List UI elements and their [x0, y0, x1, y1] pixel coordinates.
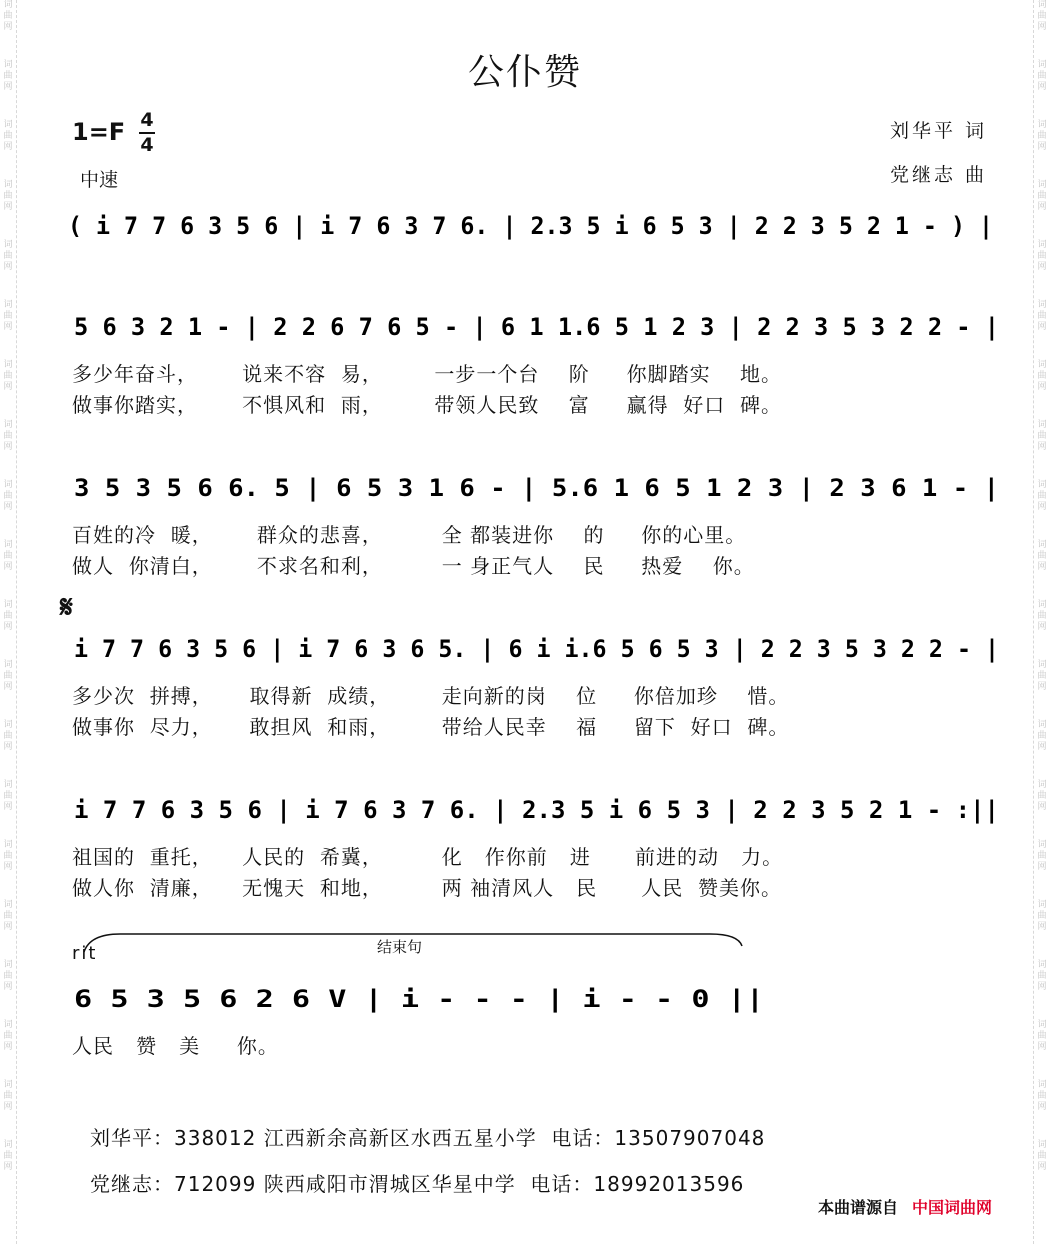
lyricist-credit: 刘华平 词 [890, 120, 988, 142]
watermark-text: 词曲网 [1037, 1080, 1047, 1112]
watermark-text: 词曲网 [1037, 960, 1047, 992]
source-site-link[interactable]: 中国词曲网 [912, 1198, 993, 1217]
watermark-text: 词曲网 [3, 360, 13, 392]
notation-row-svg [68, 464, 1008, 506]
source-label: 本曲谱源自 [818, 1198, 899, 1217]
ritardando-marking: rit [72, 943, 98, 964]
watermark-text: 词曲网 [3, 660, 13, 692]
notation-row [68, 464, 1008, 506]
ending-label: 结束句 [377, 938, 423, 956]
watermark-text: 词曲网 [1037, 240, 1047, 272]
watermark-text: 词曲网 [3, 120, 13, 152]
watermark-text: 词曲网 [1037, 780, 1047, 812]
notation-row-svg [68, 625, 1008, 667]
song-title: 公仆赞 [467, 52, 582, 93]
notation-row [68, 303, 1008, 345]
notation-row [68, 975, 1008, 1017]
lyric-line: 多少年奋斗， 说来不容 易， 一步一个台 阶 你脚踏实 地。 [72, 362, 783, 386]
watermark-text: 词曲网 [1037, 300, 1047, 332]
watermark-text: 词曲网 [3, 180, 13, 212]
lyric-line: 做事你踏实， 不惧风和 雨， 带领人民致 富 赢得 好口 碑。 [72, 393, 783, 417]
watermark-text: 词曲网 [1037, 720, 1047, 752]
watermark-text: 词曲网 [1037, 120, 1047, 152]
watermark-text: 词曲网 [1037, 420, 1047, 452]
watermark-text: 词曲网 [3, 900, 13, 932]
right-watermark-strip [1033, 0, 1050, 1244]
watermark-text: 词曲网 [3, 780, 13, 812]
watermark-text: 词曲网 [3, 1020, 13, 1052]
meter-bottom: 4 [140, 134, 154, 156]
lyric-line: 祖国的 重托， 人民的 希冀， 化 作你前 进 前进的动 力。 [72, 845, 784, 869]
watermark-text: 词曲网 [3, 840, 13, 872]
notation-row [68, 202, 1008, 244]
contact-line: 刘华平：338012 江西新余高新区水西五星小学 电话：13507907048 [90, 1126, 766, 1150]
watermark-text: 词曲网 [1037, 0, 1047, 32]
watermark-text: 词曲网 [3, 240, 13, 272]
watermark-text: 词曲网 [3, 480, 13, 512]
notation-row-svg [68, 202, 1008, 244]
watermark-text: 词曲网 [3, 720, 13, 752]
notation-row-svg [68, 303, 1008, 345]
watermark-text: 词曲网 [1037, 660, 1047, 692]
lyric-line: 人民 赞 美 你。 [72, 1034, 279, 1058]
lyric-line: 做人你 清廉， 无愧天 和地， 两 袖清风人 民 人民 赞美你。 [72, 876, 783, 900]
jianpu-notes: i 7 7 6 3 5 6 | i 7 6 3 7 6. | 2.3 5 i 6 5 3 | 2 2 3 5 2 1 - :|| [74, 796, 999, 824]
jianpu-notes: 6 5 3 5 6 2 6 V | i - - - | i - - 0 || [74, 985, 764, 1013]
watermark-text: 词曲网 [3, 960, 13, 992]
left-watermark-strip [0, 0, 17, 1244]
watermark-text: 词曲网 [1037, 60, 1047, 92]
watermark-text: 词曲网 [3, 1080, 13, 1112]
time-signature [139, 110, 155, 156]
jianpu-notes: ( i 7 7 6 3 5 6 | i 7 6 3 7 6. | 2.3 5 i 6 5 3 | 2 2 3 5 2 1 - ) | [68, 212, 993, 240]
jianpu-notes: 5 6 3 2 1 - | 2 2 6 7 6 5 - | 6 1 1.6 5 1 2 3 | 2 2 3 5 3 2 2 - | [74, 313, 999, 341]
notation-row [68, 625, 1008, 667]
watermark-text: 词曲网 [3, 300, 13, 332]
contact-line: 党继志：712099 陕西咸阳市渭城区华星中学 电话：18992013596 [90, 1172, 745, 1196]
ending-bracket [80, 928, 750, 958]
watermark-text: 词曲网 [3, 540, 13, 572]
watermark-text: 词曲网 [1037, 900, 1047, 932]
lyric-line: 做事你 尽力， 敢担风 和雨， 带给人民幸 福 留下 好口 碑。 [72, 715, 790, 739]
composer-credit: 党继志 曲 [890, 164, 988, 186]
watermark-text: 词曲网 [1037, 540, 1047, 572]
lyric-line: 多少次 拼搏， 取得新 成绩， 走向新的岗 位 你倍加珍 惜。 [72, 684, 790, 708]
tempo-marking: 中速 [80, 169, 119, 191]
jianpu-notes: i 7 7 6 3 5 6 | i 7 6 3 6 5. | 6 i i.6 5 6 5 3 | 2 2 3 5 3 2 2 - | [74, 635, 999, 663]
notation-row-svg [68, 786, 1008, 828]
jianpu-notes: 3 5 3 5 6 6. 5 | 6 5 3 1 6 - | 5.6 1 6 5 1 2 3 | 2 3 6 1 - | [74, 474, 1000, 502]
notation-row [68, 786, 1008, 828]
watermark-text: 词曲网 [1037, 840, 1047, 872]
watermark-text: 词曲网 [3, 60, 13, 92]
meter-top: 4 [140, 109, 154, 131]
key-signature: 1=F [72, 118, 126, 146]
watermark-text: 词曲网 [3, 420, 13, 452]
lyric-line: 做人 你清白， 不求名和利， 一 身正气人 民 热爱 你。 [72, 554, 755, 578]
source-credit [818, 1195, 992, 1218]
watermark-text: 词曲网 [1037, 1020, 1047, 1052]
watermark-text: 词曲网 [1037, 180, 1047, 212]
watermark-text: 词曲网 [1037, 480, 1047, 512]
watermark-text: 词曲网 [1037, 600, 1047, 632]
watermark-text: 词曲网 [3, 1140, 13, 1172]
watermark-text: 词曲网 [3, 600, 13, 632]
notation-row-svg [68, 975, 1008, 1017]
segno-sign: 𝄋 [60, 590, 73, 625]
lyric-line: 百姓的冷 暖， 群众的悲喜， 全 都装进你 的 你的心里。 [72, 523, 747, 547]
watermark-text: 词曲网 [1037, 1140, 1047, 1172]
watermark-text: 词曲网 [3, 0, 13, 32]
watermark-text: 词曲网 [1037, 360, 1047, 392]
